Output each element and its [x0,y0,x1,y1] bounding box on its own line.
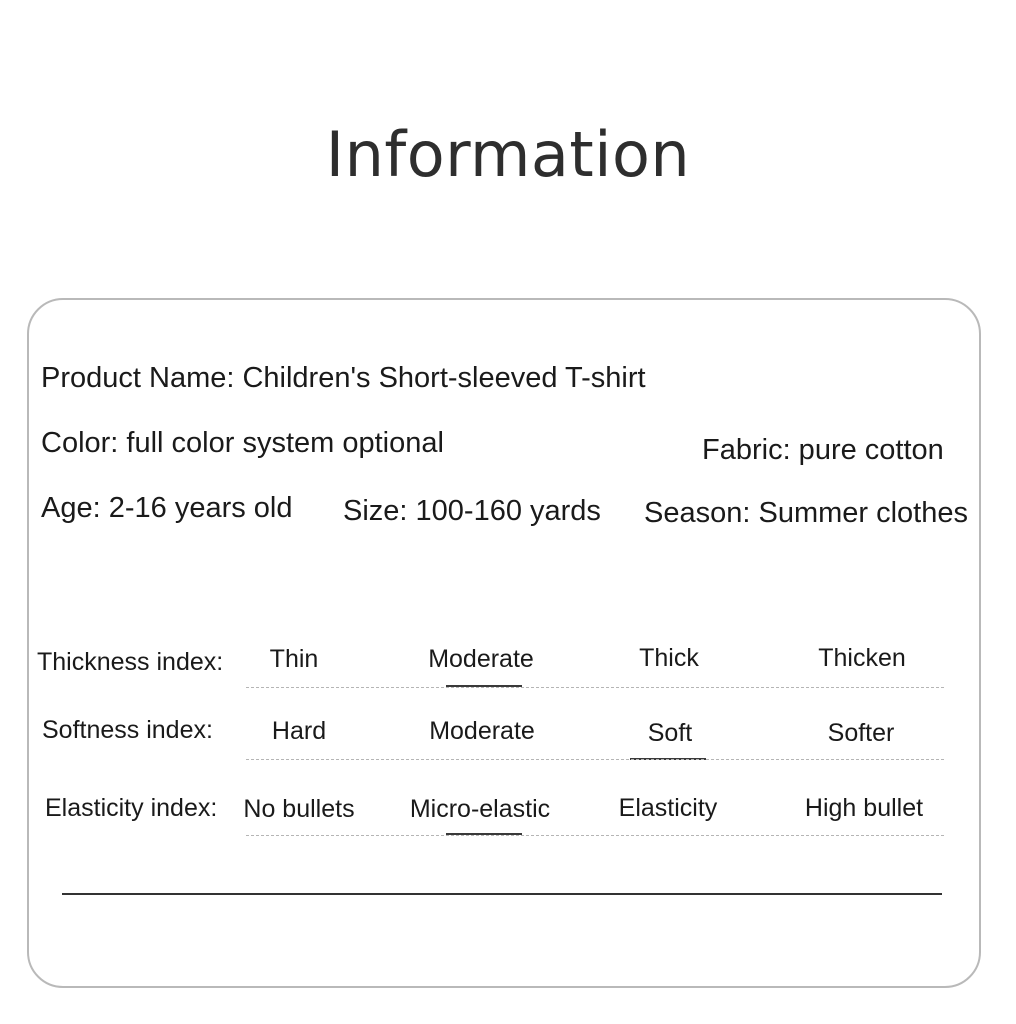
thickness-option-moderate: Moderate [428,645,534,673]
elasticity-option-no-bullets: No bullets [243,795,355,823]
softness-index-label: Softness index: [42,716,213,744]
softness-row-divider [246,759,944,760]
page-title: Information [325,118,691,191]
product-age: Age: 2-16 years old [41,492,293,524]
product-size: Size: 100-160 yards [343,495,601,527]
thickness-index-label: Thickness index: [37,648,224,676]
thickness-row-divider [246,687,944,688]
softness-option-moderate: Moderate [429,717,535,745]
bottom-divider [62,893,942,895]
softness-option-softer: Softer [827,719,895,747]
thickness-option-thin: Thin [269,645,319,673]
product-name: Product Name: Children's Short-sleeved T-shirt [41,362,646,394]
softness-option-soft: Soft [647,719,693,747]
info-card [27,298,981,988]
thickness-option-thick: Thick [639,644,699,672]
product-fabric: Fabric: pure cotton [702,434,944,466]
elasticity-option-micro-elastic: Micro-elastic [409,795,551,823]
elasticity-row-divider [246,835,944,836]
elasticity-option-elasticity: Elasticity [618,794,718,822]
thickness-option-thicken: Thicken [818,644,906,672]
product-season: Season: Summer clothes [644,497,968,529]
product-color: Color: full color system optional [41,427,444,459]
elasticity-index-label: Elasticity index: [45,794,218,822]
softness-option-hard: Hard [271,717,327,745]
elasticity-option-high-bullet: High bullet [804,794,924,822]
